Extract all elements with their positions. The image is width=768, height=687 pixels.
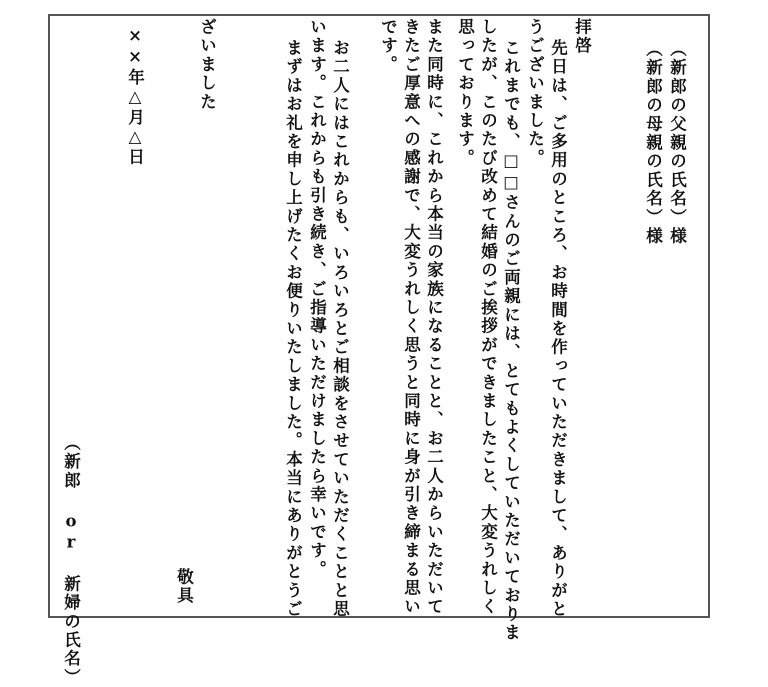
body-line: これまでも、□□さんのご両親には、とてもよくしていただいておりま — [501, 39, 521, 643]
body-line: また同時に、これから本当の家族になることと、お二人からいただいて — [424, 18, 444, 617]
body-line: まずはお礼を申し上げたくお便りいたしました。本当にありがとうご — [283, 39, 303, 619]
salutation: 拝啓 — [572, 18, 592, 56]
closing-keigu: 敬具 — [174, 568, 194, 606]
addressee-father: （新郎の父親の氏名）様 — [667, 40, 687, 246]
body-line: うございました。 — [525, 18, 545, 168]
body-line: ざいました — [197, 18, 217, 112]
body-line: したが、このたび改めて結婚のご挨拶ができましたこと、大変うれしく — [478, 18, 498, 617]
body-line: です。 — [378, 18, 398, 75]
letter-date: ××年△月△日 — [125, 26, 145, 167]
body-line: います。これからも引き続き、ご指導いただけましたら幸いです。 — [307, 18, 327, 579]
addressee-mother: （新郎の母親の氏名）様 — [643, 40, 663, 246]
body-line: 先日は、ご多用のところ、お時間を作っていただきまして、ありがと — [548, 39, 568, 619]
body-line: 思っております。 — [455, 18, 475, 168]
body-line: きたご厚意への感謝で、大変うれしく思うと同時に身が引き締まる思い — [401, 18, 421, 617]
signature-name: （新郎 or 新婦の氏名） — [61, 434, 81, 687]
letter-sheet — [50, 16, 708, 687]
body-line: お二人にはこれからも、いろいろとご相談をさせていただくことと思 — [330, 39, 350, 619]
